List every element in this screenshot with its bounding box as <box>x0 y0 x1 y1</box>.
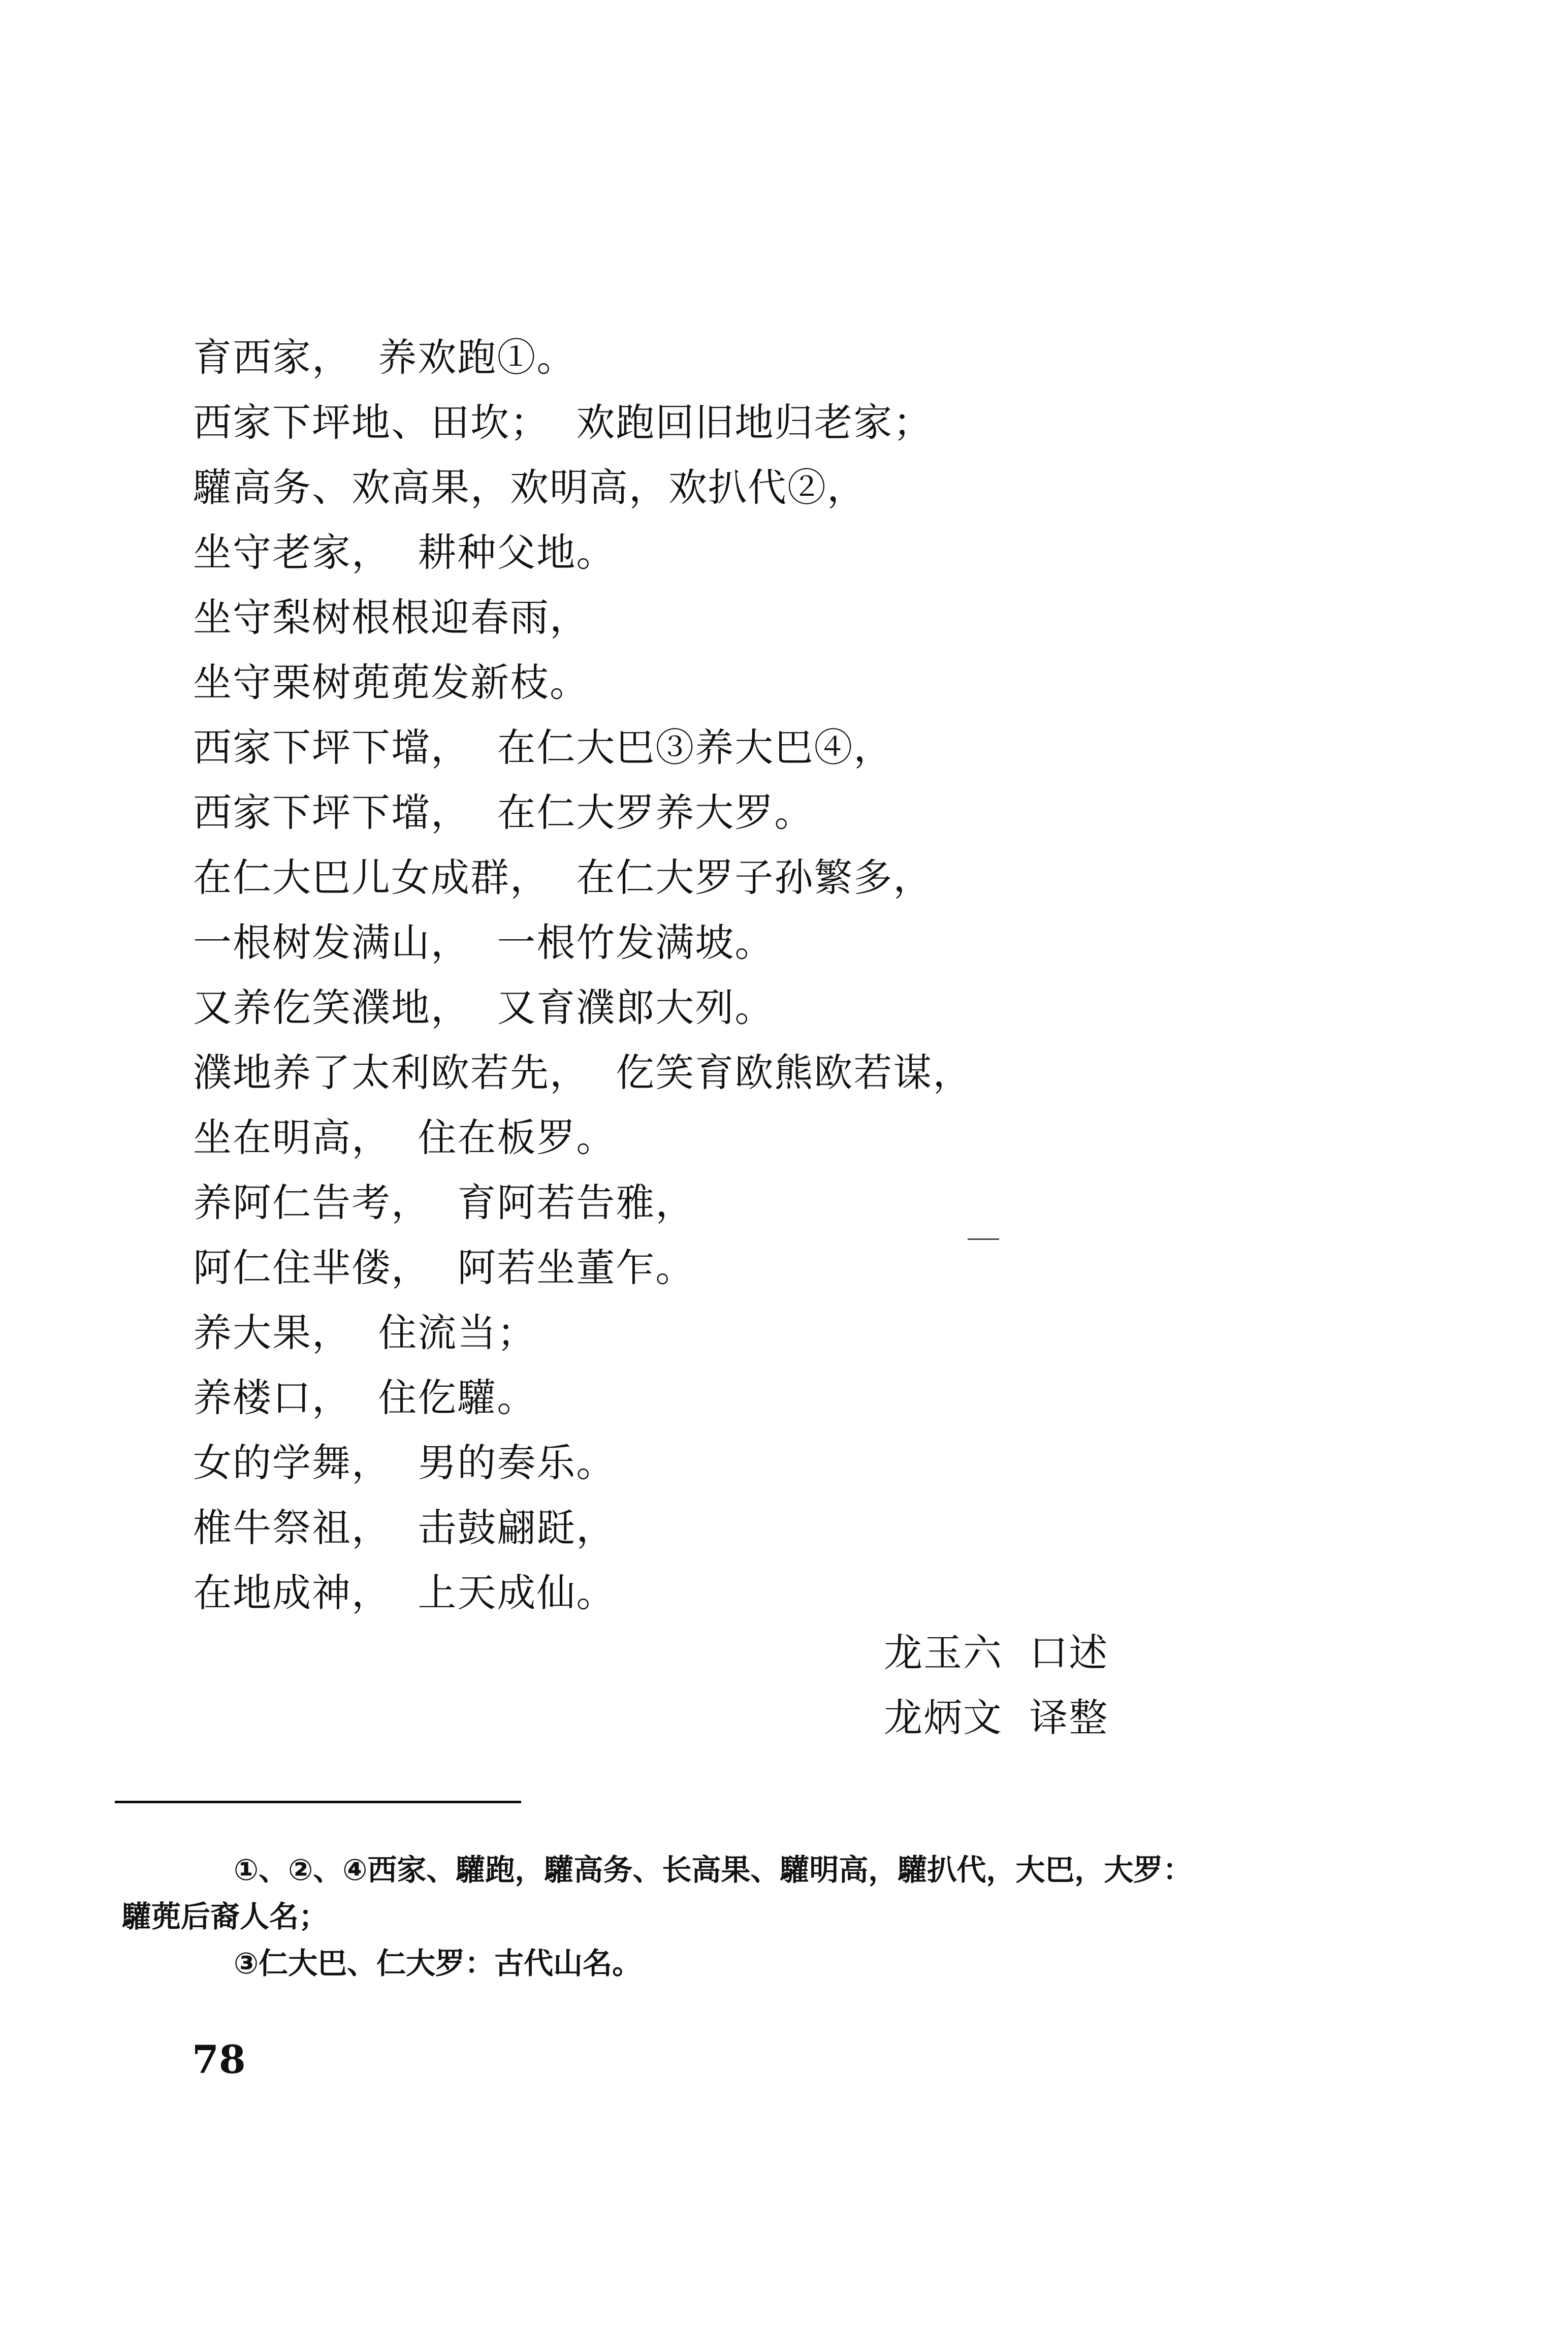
poem-line: 坐在明高， 住在板罗。 <box>193 1115 616 1160</box>
poem-line: 又养仡笑濮地， 又育濮郎大列。 <box>193 985 775 1030</box>
poem-line: 坐守栗树蔸蔸发新枝。 <box>193 660 589 705</box>
poem-body <box>193 325 1361 1625</box>
poem-line: 养楼口， 住仡驩。 <box>193 1375 537 1420</box>
poem-line: 西家下坪下壋， 在仁大罗养大罗。 <box>193 790 814 835</box>
poem-line: 濮地养了太利欧若先， 仡笑育欧熊欧若谋， <box>193 1050 973 1095</box>
footnote-divider <box>115 1801 521 1803</box>
poem-line: 女的学舞， 男的奏乐。 <box>193 1440 616 1485</box>
poem-line: 坐守老家， 耕种父地。 <box>193 530 616 575</box>
poem-line: 在仁大巴儿女成群， 在仁大罗子孙繁多， <box>193 855 933 900</box>
footnote-1-line-1: ①、②、④西家、驩跑，驩高务、长高果、驩明高，驩扒代，大巴，大罗： <box>234 1853 1193 1887</box>
page-number: 78 <box>192 2037 246 2082</box>
stray-dash-mark <box>968 1238 999 1240</box>
poem-line: 驩高务、欢高果，欢明高，欢扒代②， <box>193 465 867 510</box>
poem-line: 育西家， 养欢跑①。 <box>193 335 577 380</box>
poem-line: 养大果， 住流当； <box>193 1310 537 1355</box>
footnote-2: ③仁大巴、仁大罗：古代山名。 <box>234 1946 642 1981</box>
footnote-1-line-2: 驩蔸后裔人名； <box>122 1899 329 1934</box>
poem-line: 西家下坪地、田坎； 欢跑回旧地归老家； <box>193 400 933 445</box>
credits <box>884 1620 1341 1750</box>
poem-line: 一根树发满山， 一根竹发满坡。 <box>193 920 775 965</box>
poem-line: 养阿仁告考， 育阿若告雅， <box>193 1180 695 1225</box>
poem-line: 椎牛祭祖， 击鼓翩跹， <box>193 1505 616 1550</box>
translator-credit: 龙炳文 译整 <box>884 1695 1109 1740</box>
poem-line: 坐守梨树根根迎春雨， <box>193 595 589 640</box>
poem-line: 阿仁住芈偻， 阿若坐董乍。 <box>193 1245 695 1290</box>
poem-line: 西家下坪下壋， 在仁大巴③养大巴④， <box>193 725 893 770</box>
narrator-credit: 龙玉六 口述 <box>884 1630 1109 1675</box>
poem-line: 在地成神， 上天成仙。 <box>193 1570 616 1615</box>
footnotes <box>122 1846 1341 1987</box>
